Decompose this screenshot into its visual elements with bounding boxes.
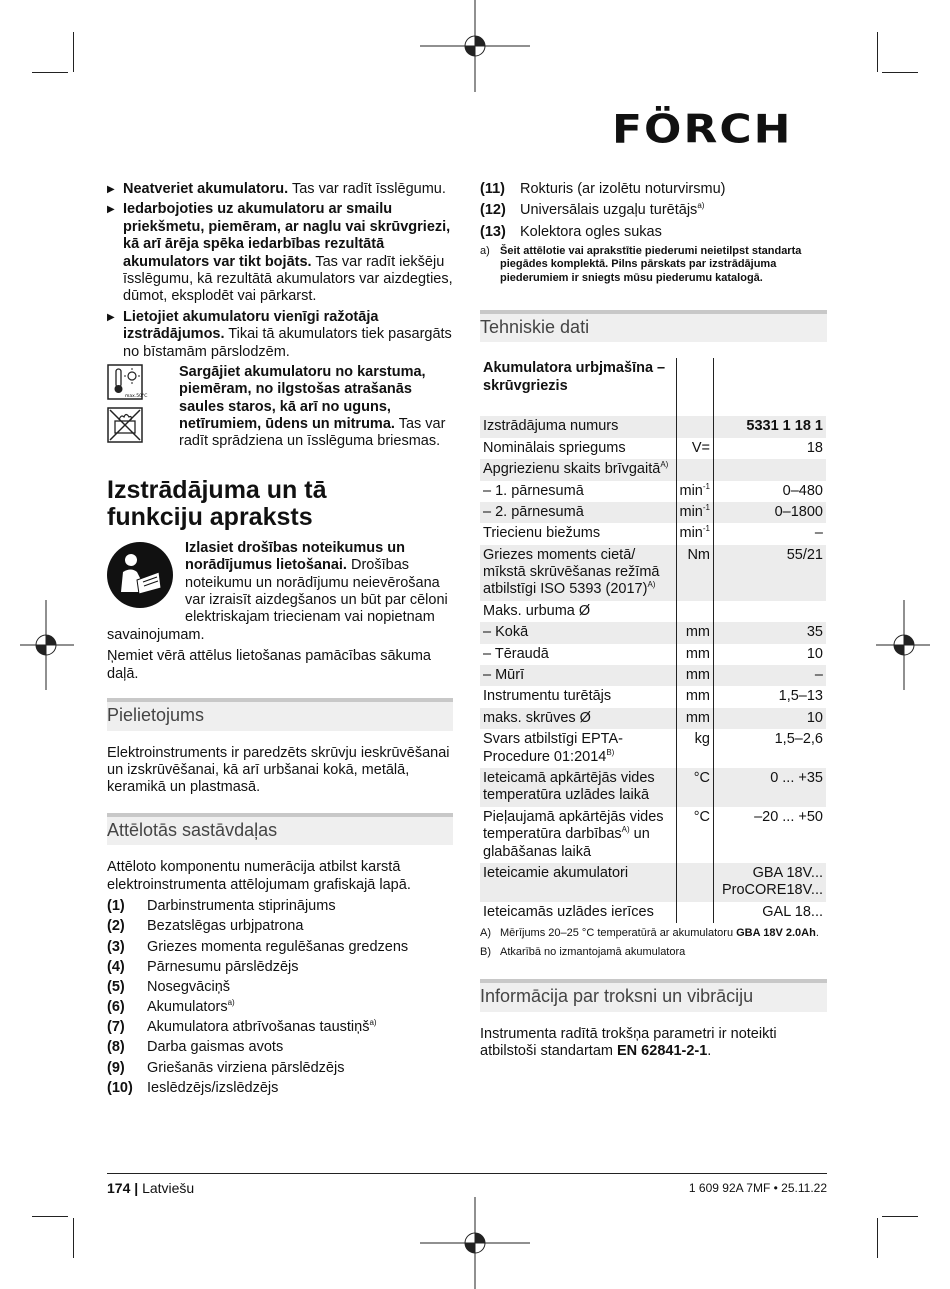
- value-cell: 35: [714, 622, 827, 643]
- value-cell: [714, 601, 827, 622]
- footnote-a: [480, 245, 827, 285]
- table-row: [480, 459, 826, 480]
- list-item: (7) Akumulatora atbrīvošanas taustiņš$^{a)}$: [107, 1018, 377, 1036]
- note-text: Atkarībā no izmantojamā akumulatora: [500, 946, 686, 959]
- list-item: (3) Griezes momenta regulēšanas gredzens: [107, 938, 409, 955]
- note-bold: GBA 18V 2.0Ah: [736, 927, 816, 940]
- brand-logo: [612, 104, 828, 156]
- footer-left: [107, 1180, 194, 1197]
- unit-cell: V=: [676, 438, 714, 459]
- section-title: Tehniskie dati: [480, 316, 590, 337]
- safety-bullet: [107, 309, 453, 361]
- bullet-text: Tikai tā akumulators tiek pasargāts no bīstamām pārslodzēm.: [123, 326, 452, 360]
- table-row: [480, 665, 826, 686]
- table-row: [480, 481, 826, 502]
- value-cell: 55/21: [714, 545, 827, 601]
- list-item: (5) Nosegvāciņš: [107, 978, 231, 995]
- value-cell: –20 ... +50: [714, 807, 827, 863]
- section-header-tech: [480, 310, 827, 343]
- read-notice-bold: Izlasiet drošības noteikumus un norādījumus lietošanai.: [185, 539, 405, 574]
- unit-cell: $\min^{-1}$: [676, 502, 714, 523]
- list-item: (10) Ieslēdzējs/izslēdzējs: [107, 1079, 279, 1096]
- section-title: Attēlotās sastāvdaļas: [107, 819, 278, 840]
- use-paragraph: Elektroinstruments ir paredzēts skrūvju ieskrūvēšanai un izskrūvēšanai, kā arī urbšanai kokā, metālā, keramikā un plastmasā.: [107, 744, 450, 796]
- page-title-line-1: Izstrādājuma un tā: [107, 475, 327, 504]
- note-text: Mērījums 20–25 °C temperatūrā ar akumulatoru: [500, 927, 737, 940]
- bullet-bold: Neatveriet akumulatoru.: [123, 181, 289, 197]
- note-B: [480, 946, 827, 959]
- crop-mark: [32, 72, 68, 73]
- value-cell: 0–1800: [714, 502, 827, 523]
- page-title: [107, 477, 453, 532]
- param-cell: Maks. urbuma Ø: [483, 602, 591, 619]
- value-cell: 5331 1 18 1: [714, 416, 827, 437]
- value-cell: 1,5–2,6: [714, 729, 827, 768]
- table-header-row: [480, 358, 826, 416]
- value-cell: [714, 459, 827, 480]
- unit-cell: °C: [676, 807, 714, 863]
- value-cell: 0 ... +35: [714, 768, 827, 807]
- param-cell: Ieteicamie akumulatori: [480, 863, 676, 902]
- value-cell: 10: [714, 708, 827, 729]
- unit-cell: °C: [676, 768, 714, 807]
- crop-mark: [882, 1216, 918, 1217]
- list-item: (6) Akumulators$^{a)}$: [107, 998, 235, 1016]
- parts-list-continued: [480, 181, 827, 241]
- figure-note: Ņemiet vērā attēlus lietošanas pamācības sākuma daļā.: [107, 648, 431, 682]
- unit-cell: kg: [676, 729, 714, 768]
- table-row: [480, 807, 826, 863]
- crop-mark: [73, 1218, 74, 1258]
- table-row: [480, 502, 826, 523]
- param-cell: maks. skrūves Ø: [480, 708, 676, 729]
- table-row: [480, 438, 826, 459]
- bullet-bold: Iedarbojoties uz akumulatoru ar smailu priekšmetu, piemēram, ar naglu vai skrūvgriezi, kā arī ārēja spēka iedarbības rezultātā akumulators var tikt bojāts.: [123, 201, 451, 270]
- table-row: [480, 768, 826, 807]
- value-cell: –: [714, 665, 827, 686]
- section-title: Pielietojums: [107, 704, 205, 725]
- crop-mark: [73, 32, 74, 72]
- registration-mark-bottom: [420, 1197, 530, 1289]
- unit-cell: mm: [676, 665, 714, 686]
- unit-cell: [676, 459, 714, 480]
- registration-mark-left: [20, 600, 74, 690]
- table-row: [480, 729, 826, 768]
- thermometer-sun-icon: [107, 364, 148, 400]
- arrow-icon: ▶: [107, 184, 115, 195]
- warning-icons: [107, 364, 179, 451]
- note-A: A) Mērījums 20–25 °C temperatūrā ar akumulatoru GBA 18V 2.0Ah.: [480, 927, 819, 940]
- section-header-use: [107, 698, 453, 731]
- list-item: (13) Kolektora ogles sukas: [480, 223, 662, 240]
- section-header-parts: [107, 813, 453, 846]
- unit-cell: [676, 863, 714, 902]
- unit-cell: $\min^{-1}$: [676, 523, 714, 544]
- param-cell: Pieļaujamā apkārtējās vides temperatūra darbības$^{A)}$ un glabāšanas laikā: [483, 808, 664, 860]
- param-cell: Svars atbilstīgi EPTA-Procedure $01:2014^{B)}$: [483, 731, 623, 765]
- page-title-line-2: funkciju apraksts: [107, 503, 313, 532]
- param-cell: – 1. pārnesumā: [483, 482, 584, 499]
- brand-logo-text: FÖRCH: [612, 106, 793, 153]
- page-number: 174: [107, 1180, 131, 1196]
- unit-cell: mm: [676, 708, 714, 729]
- unit-cell: mm: [676, 622, 714, 643]
- footer-language: Latviešu: [142, 1180, 195, 1196]
- list-item: (2) Bezatslēgas urbjpatrona: [107, 918, 304, 935]
- section-header-noise: [480, 979, 827, 1012]
- heat-warning-text: [179, 364, 453, 451]
- doc-code: 1 609 92A 7MF • 25.11.22: [688, 1181, 827, 1195]
- unit-cell: $\min^{-1}$: [676, 481, 714, 502]
- footer-rule: [107, 1173, 827, 1174]
- safety-bullet: [107, 201, 453, 305]
- param-cell: – Tēraudā: [483, 645, 549, 662]
- crop-mark: [32, 1216, 68, 1217]
- arrow-icon: ▶: [107, 204, 115, 216]
- svg-text:max.50°C: max.50°C: [125, 393, 148, 399]
- list-item: (1) Darbinstrumenta stiprinājums: [107, 898, 336, 915]
- param-cell: – Kokā: [480, 622, 676, 643]
- param-cell: Izstrādājuma numurs: [480, 416, 676, 437]
- tech-data-table: [480, 358, 826, 923]
- list-item: (4) Pārnesumu pārslēdzējs: [107, 958, 299, 975]
- left-column: [107, 181, 453, 1100]
- bullet-text: Tas var radīt īsslēgumu.: [288, 181, 446, 197]
- footnote-text: Šeit attēlotie vai aprakstītie piederumi neietilpst standarta piegādes komplektā. Pilns pārskats par izstrādājuma piederumiem ir sniegts mūsu piederumu katalogā.: [500, 245, 802, 284]
- registration-mark-right: [876, 600, 930, 690]
- param-cell: Triecienu biežums: [483, 525, 601, 542]
- registration-mark-top: [420, 0, 530, 92]
- crop-mark: [882, 72, 918, 73]
- heat-warning-block: [107, 364, 453, 451]
- table-row: [480, 902, 826, 923]
- value-cell: 1,5–13: [714, 686, 827, 707]
- unit-cell: mm: [676, 686, 714, 707]
- param-cell: Ieteicamās uzlādes ierīces: [483, 903, 654, 920]
- table-row: [480, 545, 826, 601]
- table-row: [480, 863, 826, 902]
- unit-cell: Nm: [676, 545, 714, 601]
- value-cell: 18: [714, 438, 827, 459]
- safety-bullet: [107, 181, 453, 198]
- table-header: Akumulatora urbjmašīna – skrūvgriezis: [483, 360, 666, 394]
- value-cell: –: [714, 523, 827, 544]
- crop-mark: [877, 1218, 878, 1258]
- list-item: (8) Darba gaismas avots: [107, 1039, 284, 1056]
- footnote-mark: a): [480, 245, 490, 258]
- crop-mark: [877, 32, 878, 72]
- note-mark: B): [480, 946, 491, 959]
- table-row: [480, 601, 826, 622]
- param-cell: Nominālais spriegums: [483, 439, 626, 456]
- list-item: (12) Universālais uzgaļu turētājs$^{a)}$: [480, 201, 705, 219]
- table-row: [480, 523, 826, 544]
- value-cell: GBA 18V... ProCORE18V...: [714, 863, 827, 902]
- heat-warning-rest: Tas var radīt sprādziena un īsslēguma briesmas.: [179, 416, 446, 450]
- no-fire-water-icon: [107, 407, 143, 443]
- param-cell: – Mūrī: [480, 665, 676, 686]
- noise-paragraph: Instrumenta radītā trokšņa parametri ir noteikti atbilstoši standartam EN 62841-2-1.: [480, 1026, 777, 1060]
- right-column: [480, 181, 827, 1061]
- unit-cell: [676, 902, 714, 923]
- table-row: [480, 708, 826, 729]
- parts-intro: Attēloto komponentu numerācija atbilst karstā elektroinstrumenta attēlojumam grafiskajā lapā.: [107, 859, 411, 893]
- list-item: (9) Griešanās virziena pārslēdzējs: [107, 1059, 345, 1076]
- table-row: [480, 416, 826, 437]
- param-cell: – 2. pārnesumā: [480, 502, 676, 523]
- param-cell: Ieteicamā apkārtējās vides temperatūra uzlādes laikā: [480, 768, 676, 807]
- note-mark: A): [480, 927, 491, 940]
- unit-cell: mm: [676, 644, 714, 665]
- list-item: (11) Rokturis (ar izolētu noturvirsmu): [480, 181, 726, 197]
- bullet-text: Tas var radīt iekšēju īsslēgumu, kā rezultātā akumulators var aizdegties, dūmot, eksplodēt vai pārkarst.: [123, 253, 453, 305]
- param-cell: Apgriezienu skaits brīvgaitā$^{A)}$: [480, 459, 676, 480]
- unit-cell: [676, 416, 714, 437]
- section-title: Informācija par troksni un vibrāciju: [480, 986, 754, 1007]
- unit-cell: [676, 601, 714, 622]
- read-manual-icon: [107, 542, 173, 608]
- bullet-bold: Lietojiet akumulatoru vienīgi ražotāja izstrādājumos.: [123, 308, 379, 343]
- heat-warning-bold: Sargājiet akumulatoru no karstuma, piemēram, no ilgstošas atrašanās saules staros, kā arī no uguns, netīrumiem, ūdens un mitruma.: [179, 363, 426, 433]
- read-notice-rest: Drošības noteikumu un norādījumu neievērošana var izraisīt aizdegšanos un būt par cēloni elektriskajam triecienam vai nopietnam savainojumam.: [107, 557, 448, 643]
- table-row: [480, 622, 826, 643]
- value-cell: GAL 18...: [714, 902, 827, 923]
- read-notice: [107, 540, 453, 644]
- arrow-icon: ▶: [107, 311, 115, 323]
- value-cell: 0–480: [714, 481, 827, 502]
- table-row: [480, 644, 826, 665]
- footer-separator: |: [134, 1180, 139, 1196]
- parts-list: [107, 898, 453, 1097]
- param-cell: Instrumentu turētājs: [483, 688, 612, 705]
- value-cell: 10: [714, 644, 827, 665]
- table-row: [480, 686, 826, 707]
- param-cell: Griezes moments cietā/ mīkstā skrūvēšanas režīmā atbilstīgi ISO 5393 $(2017)^{A)}$: [480, 545, 676, 601]
